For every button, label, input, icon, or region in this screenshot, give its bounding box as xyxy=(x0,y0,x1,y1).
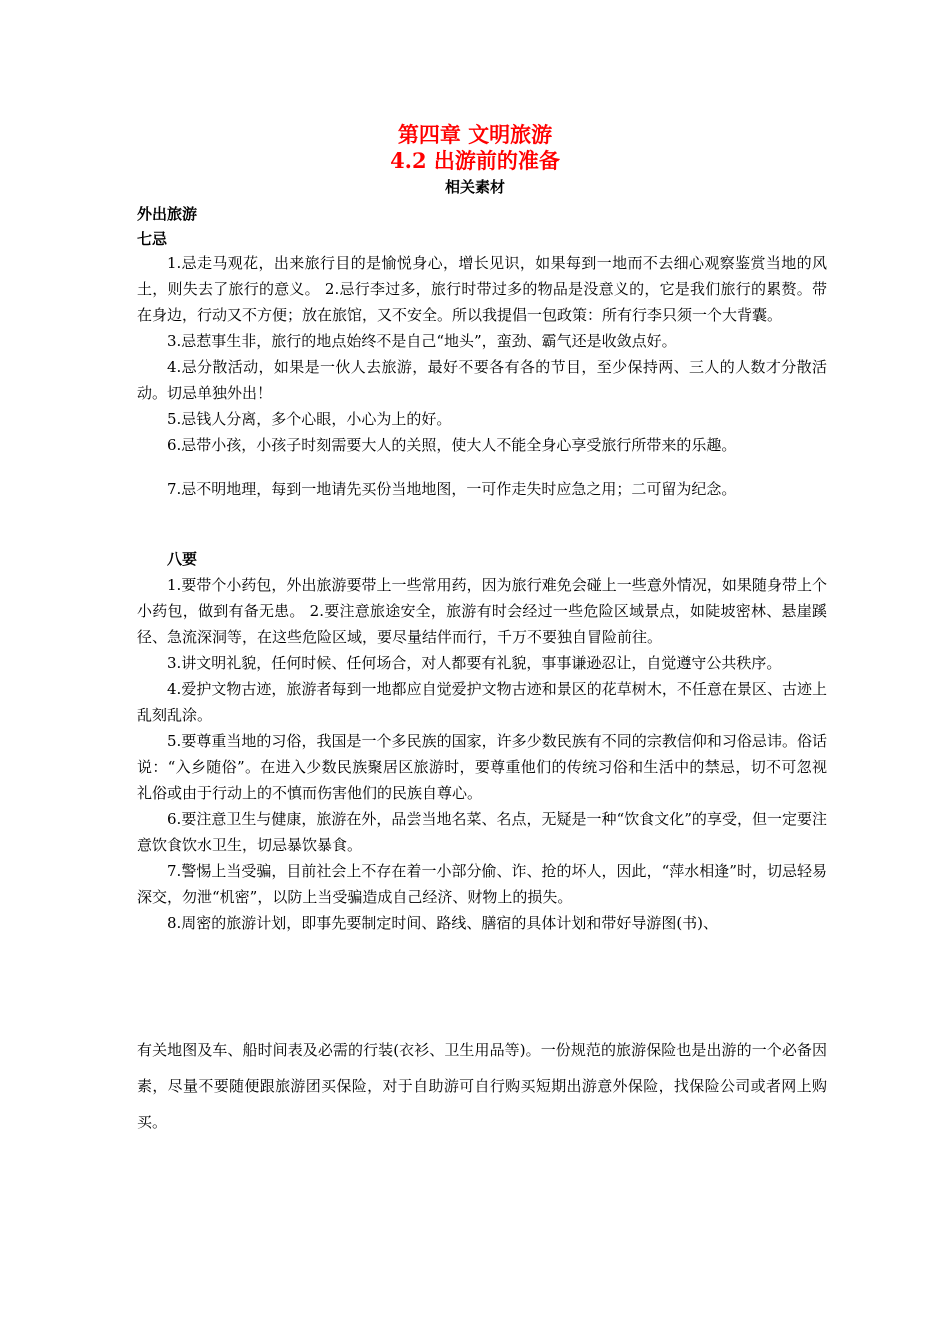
must-paragraph: 1.要带个小药包，外出旅游要带上一些常用药，因为旅行难免会碰上一些意外情况，如果随身带上个小药包，做到有备无患。 2.要注意旅途安全，旅游有时会经过一些危险区域景点，如陡坡密林、悬崖蹊径、急流深洞等，在这些危险区域，要尽量结伴而行，千万不要独自冒险前往。 xyxy=(137,576,827,646)
must-paragraph: 7.警惕上当受骗，目前社会上不存在着一小部分偷、诈、抢的坏人，因此，“萍水相逢”时，切忌轻易深交，勿泄“机密”，以防上当受骗造成自己经济、财物上的损失。 xyxy=(137,862,827,906)
taboo-paragraph: 1.忌走马观花，出来旅行目的是愉悦身心，增长见识，如果每到一地而不去细心观察鉴赏当地的风土，则失去了旅行的意义。 2.忌行李过多，旅行时带过多的物品是没意义的，它是我们旅行的累赘。带在身边，行动又不方便；放在旅馆，又不安全。所以我提倡一包政策：所有行李只须一个大背囊。 xyxy=(137,254,827,324)
heading-outing: 外出旅游 xyxy=(137,205,198,223)
heading-seven-taboos: 七忌 xyxy=(137,230,168,248)
must-paragraph: 6.要注意卫生与健康，旅游在外，品尝当地名菜、名点，无疑是一种“饮食文化”的享受，但一定要注意饮食饮水卫生，切忌暴饮暴食。 xyxy=(137,810,827,854)
must-paragraph: 3.讲文明礼貌，任何时候、任何场合，对人都要有礼貌，事事谦逊忍让，自觉遵守公共秩序。 xyxy=(167,654,782,672)
subtitle: 相关素材 xyxy=(444,178,505,196)
taboos-list xyxy=(137,250,827,502)
musts-list xyxy=(137,572,827,936)
chapter-title: 第四章 文明旅游 xyxy=(397,122,553,147)
must-paragraph: 5.要尊重当地的习俗，我国是一个多民族的国家，许多少数民族有不同的宗教信仰和习俗忌讳。俗话说：“入乡随俗”。在进入少数民族聚居区旅游时，要尊重他们的传统习俗和生活中的禁忌，切不可忽视礼俗或由于行动上的不慎而伤害他们的民族自尊心。 xyxy=(137,732,827,802)
heading-eight-musts: 八要 xyxy=(167,550,198,568)
taboo-paragraph: 4.忌分散活动，如果是一伙人去旅游，最好不要各有各的节目，至少保持两、三人的人数才分散活动。切忌单独外出！ xyxy=(137,358,827,402)
must-paragraph-continued xyxy=(137,1032,827,1140)
taboo-paragraph: 3.忌惹事生非，旅行的地点始终不是自己“地头”，蛮劲、霸气还是收敛点好。 xyxy=(167,332,677,350)
must-paragraph: 4.爱护文物古迹，旅游者每到一地都应自觉爱护文物古迹和景区的花草树木，不任意在景区、古迹上乱刻乱涂。 xyxy=(137,680,827,724)
taboo-paragraph: 5.忌钱人分离，多个心眼，小心为上的好。 xyxy=(167,410,452,428)
taboo-paragraph: 7.忌不明地理，每到一地请先买份当地地图，一可作走失时应急之用；二可留为纪念。 xyxy=(167,480,737,498)
must-paragraph: 8.周密的旅游计划，即事先要制定时间、路线、膳宿的具体计划和带好导游图(书)、 xyxy=(167,914,719,932)
section-title: 4.2 出游前的准备 xyxy=(390,148,560,173)
must-paragraph: 有关地图及车、船时间表及必需的行装(衣衫、卫生用品等)。一份规范的旅游保险也是出游的一个必备因素，尽量不要随便跟旅游团买保险，对于自助游可自行购买短期出游意外保险，找保险公司或者网上购买。 xyxy=(137,1041,827,1131)
taboo-paragraph: 6.忌带小孩，小孩子时刻需要大人的关照，使大人不能全身心享受旅行所带来的乐趣。 xyxy=(167,436,737,454)
